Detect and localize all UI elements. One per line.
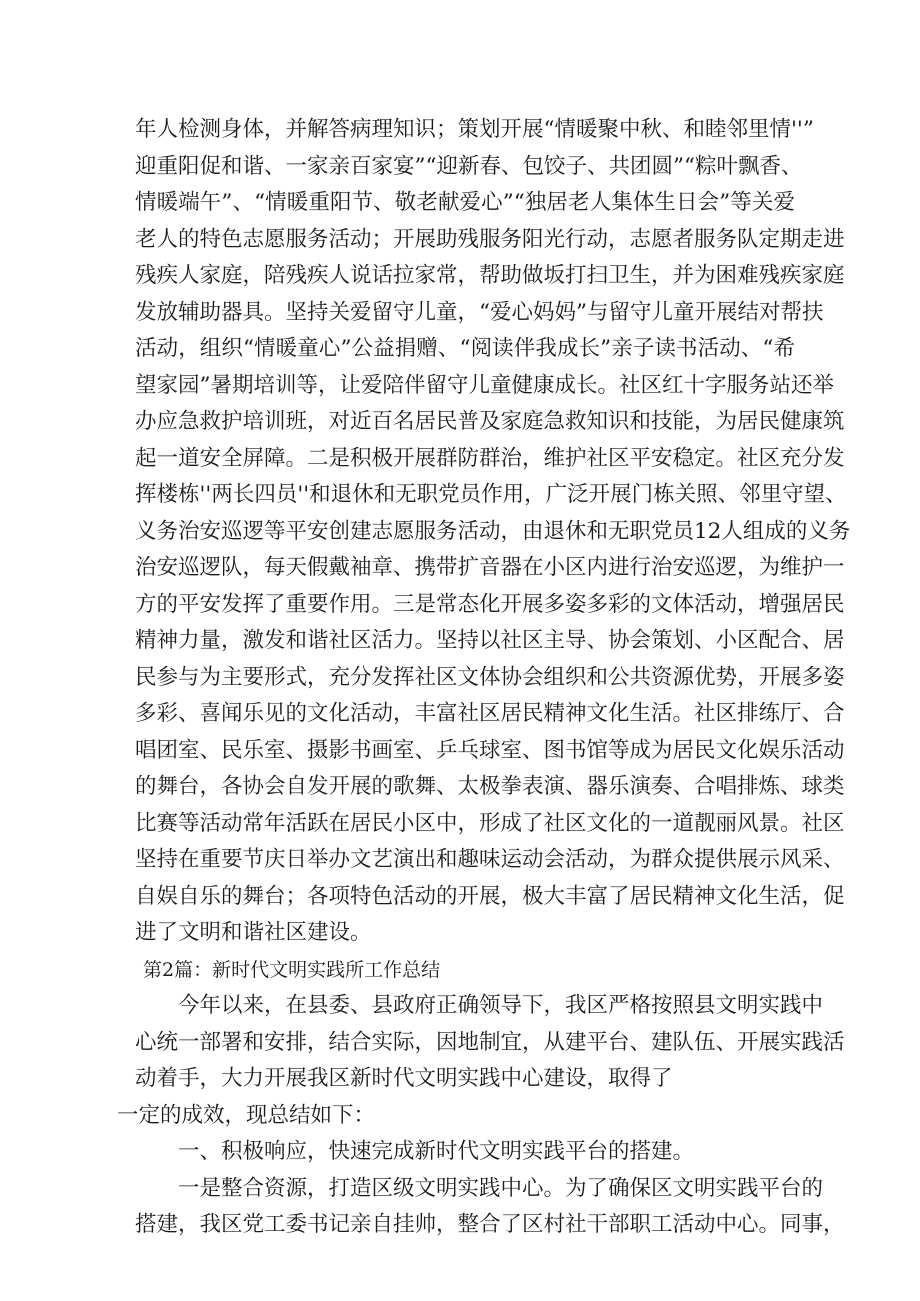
paragraph-1-last-line: 进了文明和谐社区建设。 [135,920,372,945]
paragraph-1-line: 义务治安巡逻等平安创建志愿服务活动，由退休和无职党员12人组成的义务 [135,518,851,544]
paragraph-1-line: 迎重阳促和谐、一家亲百家宴”“迎新春、包饺子、共团圆”“粽叶飘香、 [135,153,803,179]
paragraph-2-line-3: 动着手，大力开展我区新时代文明实践中心建设，取得了 [135,1066,673,1091]
paragraph-1-line: 坚持在重要节庆日举办文艺演出和趣味运动会活动，为群众提供展示风采、 [135,847,845,872]
paragraph-2-line: 心统一部署和安排，结合实际，因地制宜，从建平台、建队伍、开展实践活 [135,1029,845,1055]
paragraph-1-line: 发放辅助器具。坚持关爱留守儿童，“爱心妈妈”与留守儿童开展结对帮扶 [135,299,824,325]
paragraph-2-line-4: 一定的成效，现总结如下： [117,1102,376,1128]
paragraph-2 [135,988,845,1061]
paragraph-1-line: 精神力量，激发和谐社区活力。坚持以社区主导、协会策划、小区配合、居 [135,628,845,653]
paragraph-2-line: 今年以来，在县委、县政府正确领导下，我区严格按照县文明实践中 [178,993,824,1018]
paragraph-1-line: 治安巡逻队，每天假戴袖章、携带扩音器在小区内进行治安巡逻，为维护一 [135,555,845,580]
paragraph-1-line: 唱团室、民乐室、摄影书画室、乒乓球室、图书馆等成为居民文化娱乐活动 [135,737,845,763]
paragraph-1-line: 自娱自乐的舞台；各项特色活动的开展，极大丰富了居民精神文化生活，促 [135,883,845,909]
paragraph-1-line: 起一道安全屏障。二是积极开展群防群治，维护社区平安稳定。社区充分发 [135,445,845,471]
paragraph-1-line: 望家园”暑期培训等，让爱陪伴留守儿童健康成长。社区红十字服务站还举 [135,372,834,398]
paragraph-1-line: 多彩、喜闻乐见的文化活动，丰富社区居民精神文化生活。社区排练厅、合 [135,701,845,726]
paragraph-1-line: 挥楼栋''两长四员''和退休和无职党员作用，广泛开展门栋关照、邻里守望、 [135,482,847,507]
paragraph-3-line-2: 搭建，我区党工委书记亲自挂帅，整合了区村社干部职工活动中心。同事， [135,1212,845,1237]
paragraph-1-line: 民参与为主要形式，充分发挥社区文体协会组织和公共资源优势，开展多姿 [135,664,845,690]
document-page [117,112,851,1244]
paragraph-1-line: 方的平安发挥了重要作用。三是常态化开展多姿多彩的文体活动，增强居民 [135,591,845,617]
paragraph-1-line: 活动，组织“情暖童心”公益捐赠、“阅读伴我成长”亲子读书活动、“希 [135,336,795,361]
paragraph-1-line: 办应急救护培训班，对近百名居民普及家庭急救知识和技能，为居民健康筑 [135,409,845,434]
paragraph-1-line: 老人的特色志愿服务活动；开展助残服务阳光行动，志愿者服务队定期走进 [135,226,845,252]
paragraph-1-line: 比赛等活动常年活跃在居民小区中，形成了社区文化的一道靓丽风景。社区 [135,810,845,836]
paragraph-1-line: 残疾人家庭，陪残疾人说话拉家常，帮助做坂打扫卫生，并为困难残疾家庭 [135,263,845,288]
paragraph-1 [135,112,851,915]
section-heading: 一、积极响应，快速完成新时代文明实践平台的搭建。 [178,1139,695,1164]
paragraph-1-line: 的舞台，各协会自发开展的歌舞、太极拳表演、器乐演奏、合唱排炼、球类 [135,774,845,799]
paragraph-1-line: 情暖端午”、“情暖重阳节、敬老献爱心”“独居老人集体生日会”等关爱 [135,190,795,215]
chapter-heading: 第2篇：新时代文明实践所工作总结 [143,958,441,981]
paragraph-1-line: 年人检测身体，并解答病理知识；策划开展“情暖聚中秋、和睦邻里情''” [135,117,814,142]
paragraph-3-line-1: 一是整合资源，打造区级文明实践中心。为了确保区文明实践平台的 [178,1175,824,1201]
